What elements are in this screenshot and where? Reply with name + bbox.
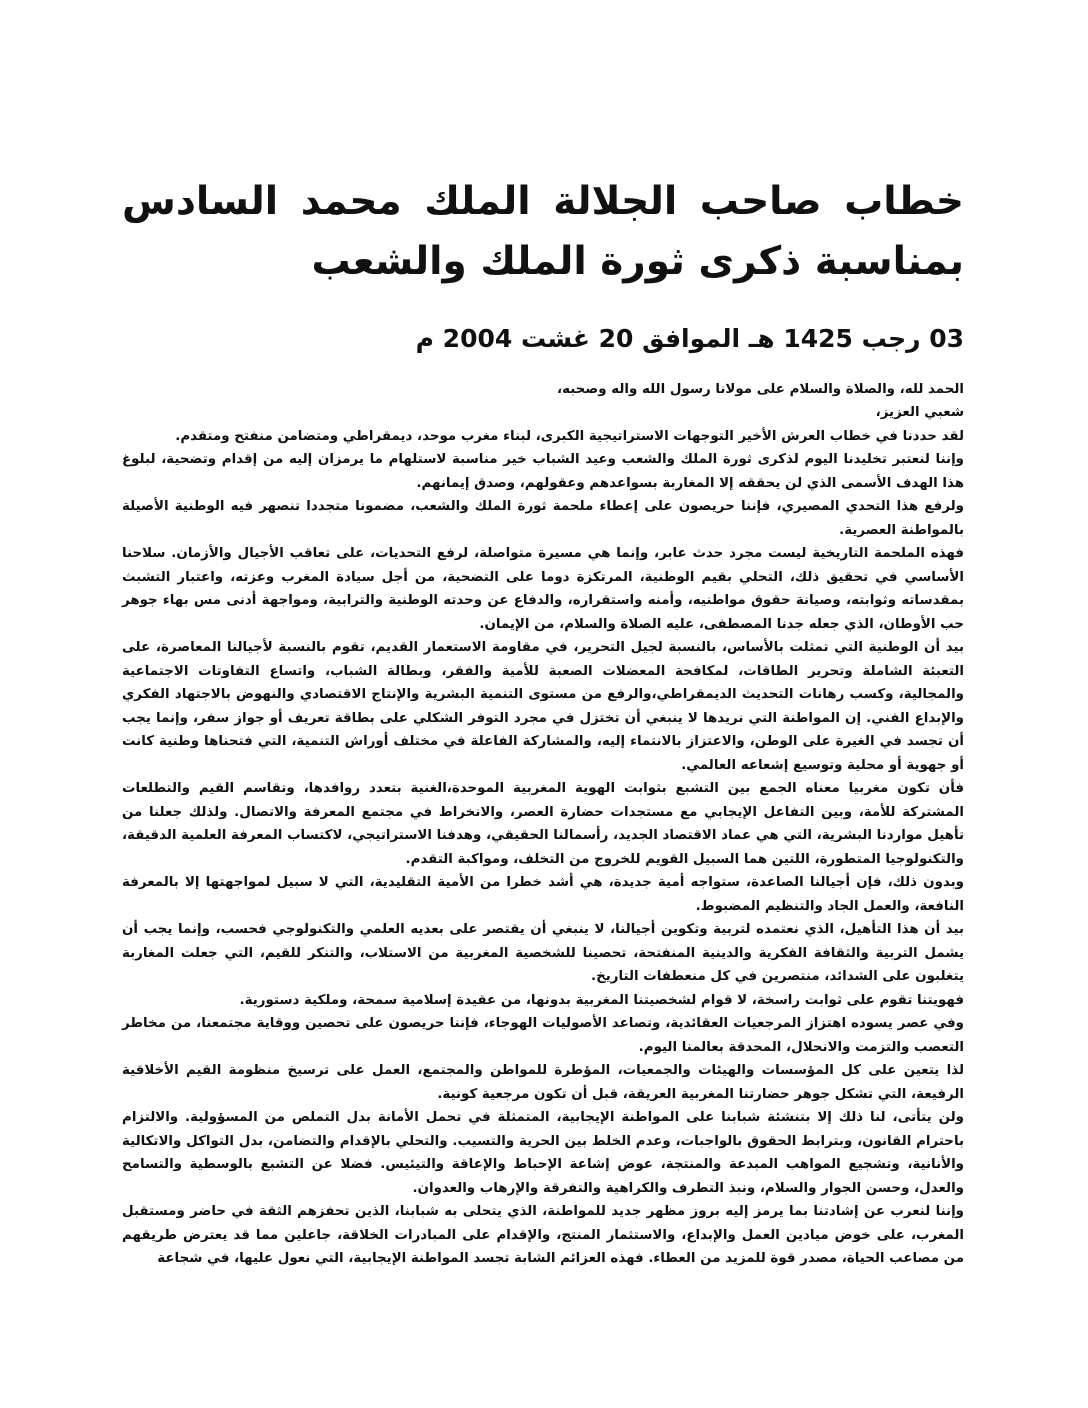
paragraph: وبدون ذلك، فإن أجيالنا الصاعدة، ستواجه أمية جديدة، هي أشد خطرا من الأمية التقليدية، التي لا سبيل لمواجهتها إلا بالمعرفة النافعة، والعمل الجاد والتنظيم المضبوط. [122, 875, 964, 914]
paragraph: وإننا لنعرب عن إشادتنا بما يرمز إليه بروز مظهر جديد للمواطنة، الذي يتحلى به شبابنا، الذين تحفزهم الثقة في حاضر ومستقبل المغرب، على خوض ميادين العمل والإبداع، والاستثمار المنتج، والإقدام على المبادرات الخلاقة، جاعلين مما قد يعترض طريقهم من مصاعب الحياة، مصدر قوة للمزيد من العطاء. فهذه العزائم الشابة تجسد المواطنة الإيجابية، التي نعول عليها، في شجاعة [122, 1204, 964, 1267]
paragraph: وفي عصر يسوده اهتزاز المرجعيات العقائدية، وتصاعد الأصوليات الهوجاء، فإننا حريصون على تحصين ووقاية مجتمعنا، من مخاطر التعصب والتزمت والانحلال، المحدقة بعالمنا اليوم. [122, 1016, 964, 1055]
speech-body [122, 378, 964, 1271]
paragraph: وإننا لنعتبر تخليدنا اليوم لذكرى ثورة الملك والشعب وعيد الشباب خير مناسبة لاستلهام ما يرمزان إليه من إقدام وتضحية، لبلوغ هذا الهدف الأسمى الذي لن يحققه إلا المغاربة بسواعدهم وعقولهم، وصدق إيمانهم. [122, 452, 964, 491]
paragraph: شعبي العزيز، [875, 405, 964, 421]
speech-date: 03 رجب 1425 هـ الموافق 20 غشت 2004 م [415, 323, 964, 353]
paragraph: فهذه الملحمة التاريخية ليست مجرد حدث عابر، وإنما هي مسيرة متواصلة، لرفع التحديات، على تعاقب الأجيال والأزمان. سلاحنا الأساسي في تحقيق ذلك، التحلي بقيم الوطنية، المرتكزة دوما على التضحية، من أجل سيادة المغرب وعزته، واعتبار التشبث بمقدساته وثوابته، وصيانة حقوق مواطنيه، وأمنه واستقراره، والدفاع عن وحدته الوطنية والترابية، ومواجهة أدنى مس بهاء جوهر حب الأوطان، الذي جعله جدنا المصطفى، عليه الصلاة والسلام، من الإيمان. [122, 546, 964, 632]
paragraph: ولرفع هذا التحدي المصيري، فإننا حريصون على إعطاء ملحمة ثورة الملك والشعب، مضمونا متجددا تنصهر فيه الوطنية الأصيلة بالمواطنة العصرية. [122, 499, 964, 538]
paragraph: الحمد لله، والصلاة والسلام على مولانا رسول الله واله وصحبه، [556, 381, 964, 397]
speech-title: خطاب صاحب الجلالة الملك محمد السادس بمناسبة ذكرى ثورة الملك والشعب [122, 179, 964, 285]
paragraph: لذا يتعين على كل المؤسسات والهيئات والجمعيات، المؤطرة للمواطن والمجتمع، العمل على ترسيخ منظومة القيم الأخلاقية الرفيعة، التي تشكل جوهر حضارتنا المغربية العريقة، قبل أن تكون مرجعية كونية. [122, 1063, 964, 1102]
paragraph: بيد أن الوطنية التي تمثلت بالأساس، بالنسبة لجيل التحرير، في مقاومة الاستعمار القديم، تقوم بالنسبة لأجيالنا المعاصرة، على التعبئة الشاملة وتحرير الطاقات، لمكافحة المعضلات الصعبة للأمية والفقر، وبطالة الشباب، واتساع التفاوتات الاجتماعية والمجالية، وكسب رهانات التحديث الديمقراطي،والرفع من مستوى التنمية البشرية والإنتاج الاقتصادي والنهوض بالاجتهاد الفكري والإبداع الفني. إن المواطنة التي نريدها لا ينبغي أن تختزل في مجرد التوفر الشكلي على بطاقة تعريف أو جواز سفر، وإنما يجب أن تجسد في الغيرة على الوطن، والاعتزاز بالانتماء إليه، والمشاركة الفاعلة في مختلف أوراش التنمية، التي فتحناها وطنية كانت أو جهوية أو محلية وتوسيع إشعاعه العالمي. [122, 640, 964, 773]
paragraph: ولن يتأتى، لنا ذلك إلا بتنشئة شبابنا على المواطنة الإيجابية، المتمثلة في تحمل الأمانة بدل التملص من المسؤولية. والالتزام باحترام القانون، وبترابط الحقوق بالواجبات، وعدم الخلط بين الحرية والتسيب. والتحلي بالإقدام والتضامن، بدل التواكل والاتكالية والأنانية، وتشجيع المواهب المبدعة والمنتجة، عوض إشاعة الإحباط والإعاقة والتيئيس. فضلا عن التشبع بالوسطية والتسامح والعدل، وحسن الجوار والسلام، ونبذ التطرف والكراهية والتفرقة والإرهاب والعدوان. [122, 1110, 964, 1196]
paragraph: فأن تكون مغربيا معناه الجمع بين التشبع بثوابت الهوية المغربية الموحدة،الغنية بتعدد روافدها، وتقاسم القيم والتطلعات المشتركة للأمة، وبين التفاعل الإيجابي مع مستجدات حضارة العصر، والانخراط في مجتمع المعرفة والاتصال. ولذلك جعلنا من تأهيل مواردنا البشرية، التي هي عماد الاقتصاد الجديد، رأسمالنا الحقيقي، وهدفنا الاستراتيجي، لاكتساب المعرفة العلمية الدقيقة، والتكنولوجيا المتطورة، اللتين هما السبيل القويم للخروج من التخلف، ومواكبة التقدم. [122, 781, 964, 867]
paragraph: فهويتنا تقوم على ثوابت راسخة، لا قوام لشخصيتنا المغربية بدونها، من عقيدة إسلامية سمحة، وملكية دستورية. [239, 992, 964, 1008]
paragraph: بيد أن هذا التأهيل، الذي نعتمده لتربية وتكوين أجيالنا، لا ينبغي أن يقتصر على بعديه العلمي والتكنولوجي فحسب، وإنما يجب أن يشمل التربية والثقافة الفكرية والدينية المنفتحة، تحصينا للشخصية المغربية من الاستلاب، والتنكر للقيم، التي جعلت المغاربة يتغلبون على الشدائد، منتصرين في كل منعطفات التاريخ. [122, 922, 964, 985]
paragraph: لقد حددنا في خطاب العرش الأخير التوجهات الاستراتيجية الكبرى، لبناء مغرب موحد، ديمقراطي ومتضامن منفتح ومتقدم. [175, 428, 964, 444]
